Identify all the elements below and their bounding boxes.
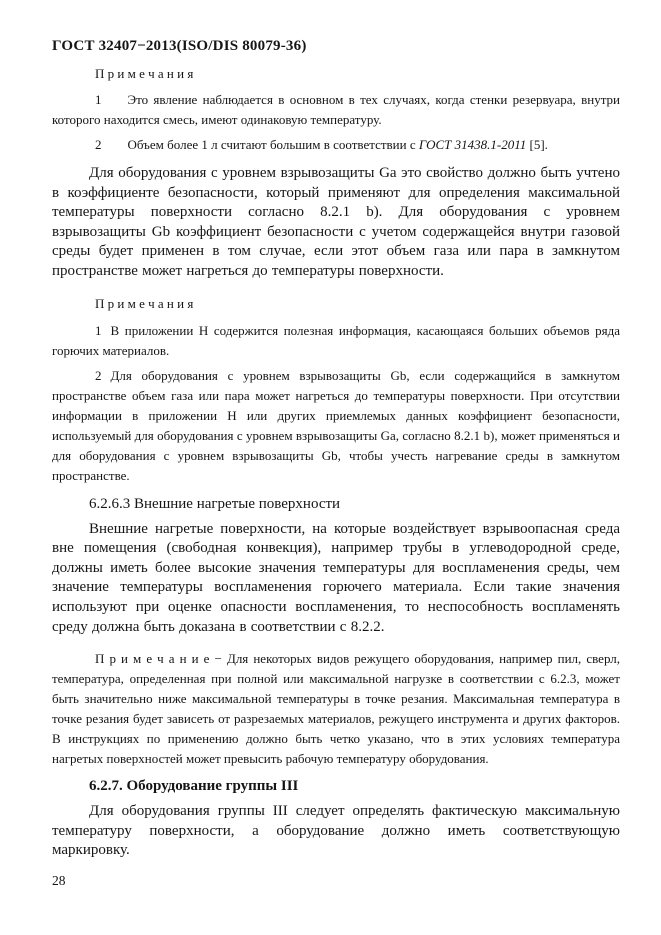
standard-reference: ГОСТ 31438.1-2011 xyxy=(418,137,527,152)
note-text-tail: [5]. xyxy=(526,137,548,152)
document-header-title: ГОСТ 32407−2013(ISO/DIS 80079-36) xyxy=(52,38,307,54)
note-number: 1 xyxy=(95,92,102,107)
note-text: Это явление наблюдается в основном в тех случаях, когда стенки резервуара, внутри которого находится смесь, имеют одинаковую температуру. xyxy=(52,92,620,127)
note-text: В приложении Н содержится полезная информация, касающаяся больших объемов ряда горючих материалов. xyxy=(52,322,620,358)
note-item xyxy=(52,649,620,769)
note-item xyxy=(52,90,620,130)
body-paragraph: Внешние нагретые поверхности, на которые воздействует взрывоопасная среда вне помещения (свободная конвекция), например трубы в углеводородной среде, должны иметь более высокие значения температуры для воспламенения среды, чем значение температуры воспламенения горючего материала. Если такие значения используют при оценке опасности воспламенения, то неспособность воспламенять среду должна быть доказана в соответствии с 8.2.2. xyxy=(52,520,620,635)
page-number: 28 xyxy=(52,872,66,888)
section-heading-6-2-6-3: 6.2.6.3 Внешние нагретые поверхности xyxy=(89,495,341,512)
note-text: Для оборудования с уровнем взрывозащиты Gb, если содержащийся в замкнутом пространстве объем газа или пара может нагреться до температуры поверхности. При отсутствии информации в приложении Н или других приемлемых данных коэффициент безопасности, используемый для оборудования с уровнем взрывозащиты Ga, согласно 8.2.1 b), может применяться и для оборудования с уровнем взрывозащиты Gb, чтобы учесть нагревание среды в замкнутом пространстве. xyxy=(52,367,620,483)
note-number: 1 xyxy=(95,322,102,338)
body-paragraph: Для оборудования с уровнем взрывозащиты Ga это свойство должно быть учтено в коэффициенте безопасности, который применяют для определения максимальной температуры поверхности согласно 8.2.1 b). Для оборудования с уровнем взрывозащиты Gb коэффициент безопасности с учетом содержащейся внутри газовой среды будет применен в том случае, если этот объем газа или пара в замкнутом пространстве может нагреться до температуры поверхности. xyxy=(52,165,620,279)
note-text: Для некоторых видов режущего оборудования, например пил, сверл, температура, определенная при полной или максимальной нагрузке в соответствии с 6.2.3, может быть значительно ниже максимальной температуры в точке резания. Максимальная температура в точке резания будет зависеть от разрезаемых материалов, режущего инструмента и других факторов. В инструкциях по применению должно быть четко указано, что в этих условиях температура нагретых поверхностей может превысить рабочую температуру оборудования. xyxy=(52,651,621,767)
note-item xyxy=(52,366,620,486)
note-text: Объем более 1 л считают большим в соответствии с xyxy=(127,137,419,152)
notes-label: П р и м е ч а н и я xyxy=(95,66,194,81)
notes-label: П р и м е ч а н и я xyxy=(95,295,194,311)
note-dash: − xyxy=(214,651,222,667)
note-label: П р и м е ч а н и е xyxy=(95,651,210,667)
section-heading-6-2-7: 6.2.7. Оборудование группы III xyxy=(89,778,299,795)
note-item xyxy=(52,321,620,361)
note-number: 2 xyxy=(95,367,102,383)
note-number: 2 xyxy=(95,137,102,152)
note-item xyxy=(52,135,620,155)
body-paragraph: Для оборудования группы III следует определять фактическую максимальную температуру поверхности, а оборудование должно иметь соответствующую маркировку. xyxy=(52,803,620,859)
